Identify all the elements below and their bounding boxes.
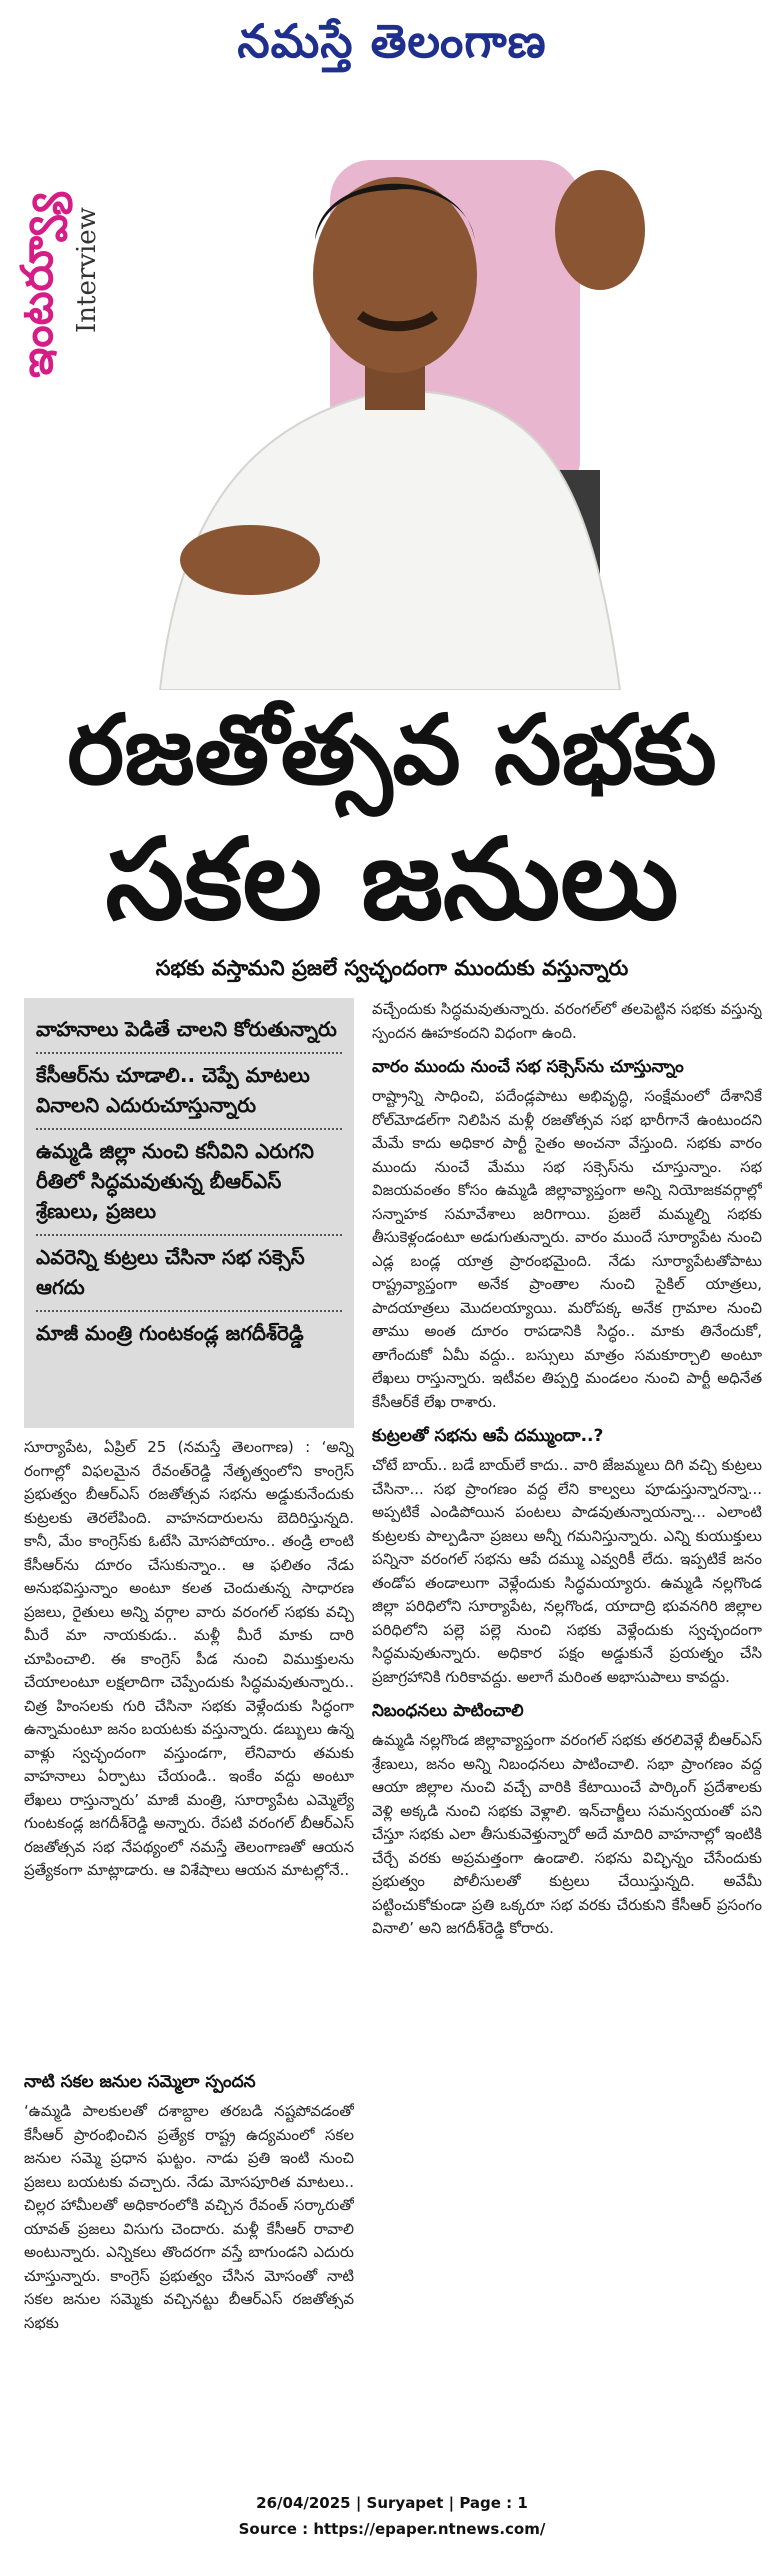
article-paragraph: రాష్ట్రాన్ని సాధించి, పదేండ్లపాటు అభివృద్ధి, సంక్షేమంలో దేశానికే రోల్‌మోడల్‌గా నిలిపిన మళ్లీ రజతోత్సవ సభ భారీగానే ఉంటుందని మేమే కాదు అధికార పార్టీ సైతం అంచనా వేస్తుంది. సభకు వారం ముందు నుంచే మేము సభ సక్సెస్‌ను చూస్తున్నాం. సభ విజయవంతం కోసం ఉమ్మడి జిల్లావ్యాప్తంగా అన్ని నియోజకవర్గాల్లో సన్నాహక సమావేశాలు జరిగాయి. ప్రజలే మమ్మల్ని సభకు తీసుకెళ్లండంటూ అడుగుతున్నారు. వారం ముందే సూర్యాపేట నుంచి ఎడ్ల బండ్ల యాత్ర ప్రారంభమైంది. నేడు సూర్యాపేటతోపాటు రాష్ట్రవ్యాప్తంగా అనేక ప్రాంతాల నుంచి సైకిల్ యాత్రలు, పాదయాత్రలు మొదలయ్యాయి. మరోపక్క అనేక గ్రామాల నుంచి తాము అంత దూరం రాపడానికి సిద్ధం.. మాకు తినేందుకో, తాగేందుకో ఏమీ వద్దు.. బస్సులు మాత్రం సమకూర్చాలి అంటూ లేఖలు రాస్తున్నారు. ఇటీవల తిప్పర్తి మండలం నుంచి పార్టీ అధినేత కేసీఆర్‌కే లేఖ రాశారు. (372, 1087, 762, 1411)
article-paragraph: ఉమ్మడి నల్లగొండ జిల్లావ్యాప్తంగా వరంగల్ సభకు తరలివెళ్లే బీఆర్‌ఎస్ శ్రేణులు, జనం అన్ని నిబంధనలు పాటించాలి. సభా ప్రాంగణం వద్ద ఆయా జిల్లాల నుంచి వచ్చే వారికి కేటాయించే పార్కింగ్ ప్రదేశాలకు వెళ్లి అక్కడి నుంచి సభకు వెళ్లాలి. ఇన్‌చార్జీలు సమన్వయంతో పని చేస్తూ సభకు ఎలా తీసుకువెళ్తున్నారో అదే మాదిరి వాహనాల్లో ఇంటికి చేర్చే వరకు అప్రమత్తంగా ఉండాలి. సభను విచ్ఛిన్నం చేసేందుకు ప్రభుత్వం పోలీసులతో కుట్రలు చేయిస్తున్నది. అవేమీ పట్టించుకోకుండా ప్రతి ఒక్కరూ సభ వరకు చేరుకుని కేసీఆర్ ప్రసంగం వినాలి’ అని జగదీశ్‌రెడ్డి కోరారు. (372, 1731, 762, 1937)
article-paragraph: ‘ఉమ్మడి పాలకులతో దశాబ్దాల తరబడి నష్టపోవడంతో కేసీఆర్ ప్రారంభించిన ప్రత్యేక రాష్ట్ర ఉద్యమంలో సకల జనుల సమ్మె ప్రధాన ఘట్టం. నాడు ప్రతి ఇంటి నుంచి ప్రజలు బయటకు వచ్చారు. నేడు మోసపూరిత మాటలు.. చిల్లర హామీలతో అధికారంలోకి వచ్చిన రేవంత్ సర్కారుతో యావత్ ప్రజలు విసుగు చెందారు. మళ్లీ కేసీఆర్ రావాలి అంటున్నారు. ఎన్నికలు తొందరగా వస్తే బాగుండని ఎదురు చూస్తున్నారు. కాంగ్రెస్ ప్రభుత్వం చేసిన మోసంతో నాటి సకల జనుల సమ్మెకు వచ్చినట్టు బీఆర్‌ఎస్ రజతోత్సవ సభకు (24, 2102, 354, 2332)
section-heading: కుట్రలతో సభను ఆపే దమ్ముందా..? (372, 1426, 604, 1446)
subheadline: సభకు వస్తామని ప్రజలే స్వచ్ఛందంగా ముందుకు వస్తున్నారు (155, 956, 629, 980)
footer-date-edition: 26/04/2025 | Suryapet | Page : 1 (256, 2494, 528, 2512)
face (313, 177, 477, 373)
article-column-left-top (24, 1436, 354, 2056)
highlight-item: ఎవరెన్ని కుట్రలు చేసినా సభ సక్సెస్ ఆగదు (36, 1236, 342, 1312)
highlight-item: కేసీఆర్‌ను చూడాలి.. చెప్పే మాటలు వినాలని ఎదురుచూస్తున్నారు (36, 1054, 342, 1130)
highlight-item: మాజీ మంత్రి గుంటకండ్ల జగదీశ్‌రెడ్డి (36, 1321, 304, 1345)
masthead-title: నమస్తే తెలంగాణ (237, 14, 547, 68)
article-column-left-bottom (24, 2060, 354, 2480)
page-footer (0, 2490, 784, 2550)
interviewee-photo (120, 90, 680, 690)
interview-tag (8, 150, 128, 420)
article-paragraph: చోటే బాయ్.. బడే బాయ్‌లే కాదు.. వారి జేజమ్మలు దిగి వచ్చి కుట్రలు చేసినా... సభ ప్రాంగణం వద్ద లేని కాల్వలు పూడుస్తున్నారన్నా... అప్పటికే ఎండిపోయిన పంటలు పాడవుతున్నాయన్నా... ఎలాంటి కుట్రలకు పాల్పడినా ప్రజలు అన్నీ గమనిస్తున్నారు. ఎన్ని కుయుక్తులు పన్నినా వరంగల్ సభను ఆపే దమ్ము ఎవ్వరికీ లేదు. ఇప్పటికే జనం తండోప తండాలుగా వెళ్లేందుకు సిద్ధమయ్యారు. ఉమ్మడి నల్లగొండ జిల్లా పరిధిలోని సూర్యాపేట, నల్లగొండ, యాదాద్రి భువనగిరి జిల్లాల పరిధిలోని పల్లె పల్లె నుంచి సభకు వెళ్లేందుకు స్వచ్ఛందంగా సిద్ధమవుతున్నారు. అధికార పక్షం అడ్డుకునే ప్రయత్నం చేసి ప్రజాగ్రహానికి గురికావద్దు. అలాగే మరింత అభాసుపాలు కావద్దు. (372, 1456, 762, 1686)
highlights-box (24, 998, 354, 1428)
highlight-item: వాహనాలు పెడితే చాలని కోరుతున్నారు (36, 1008, 342, 1054)
section-heading: నిబంధనలు పాటించాలి (372, 1701, 524, 1721)
footer-source: Source : https://epaper.ntnews.com/ (238, 2520, 546, 2538)
article-column-right (372, 998, 762, 2480)
section-heading: వారం ముందు నుంచే సభ సక్సెస్‌ను చూస్తున్నాం (372, 1057, 684, 1077)
headline-line-1: రజతోత్సవ సభకు (67, 694, 717, 806)
article-paragraph: సూర్యాపేట, ఏప్రిల్ 25 (నమస్తే తెలంగాణ) : ‘అన్ని రంగాల్లో విఫలమైన రేవంత్‌రెడ్డి నేతృత్వంలోని కాంగ్రెస్ ప్రభుత్వం బీఆర్‌ఎస్ రజతోత్సవ సభను అడ్డుకునేందుకు కుట్రలకు తెరలేపింది. వాహనదారులను బెదిరిస్తున్నది. కానీ, మేం కాంగ్రెస్‌కు ఓటేసి మోసపోయాం.. తండ్రి లాంటి కేసీఆర్‌ను దూరం చేసుకున్నాం.. ఆ ఫలితం నేడు అనుభవిస్తున్నాం అంటూ కలత చెందుతున్న సాధారణ ప్రజలు, రైతులు అన్ని వర్గాల వారు వరంగల్ సభకు వచ్చి మీరే మా నాయకుడు.. మళ్లీ మీరే మాకు దారి చూపించాలి. ఈ కాంగ్రెస్ పీడ నుంచి విముక్తులను చేయాలంటూ లక్షలాదిగా చెప్పేందుకు సిద్ధమవుతున్నారు.. చిత్ర హింసలకు గురి చేసినా సభకు వెళ్లేందుకు సిద్ధంగా ఉన్నామంటూ జనం బయటకు వస్తున్నారు. డబ్బులు ఉన్న వాళ్లు స్వచ్ఛందంగా వస్తుండగా, లేనివారు తమకు వాహనాలు ఏర్పాటు చేయండి.. ఇంకేం వద్దు అంటూ లేఖలు రాస్తున్నారు’ మాజీ మంత్రి, సూర్యాపేట ఎమ్మెల్యే గుంటకండ్ల జగదీశ్‌రెడ్డి అన్నారు. రేపటి వరంగల్ బీఆర్‌ఎస్ రజతోత్సవ సభ నేపథ్యంలో నమస్తే తెలంగాణతో ఆయన ప్రత్యేకంగా మాట్లాడారు. ఆ విశేషాలు ఆయన మాటల్లోనే.. (24, 1438, 354, 1879)
raised-hand (555, 170, 645, 290)
headline-line-2: సకల జనులు (105, 815, 679, 945)
interview-tag-telugu: ఇంటర్వ్యూ (12, 192, 63, 378)
article-paragraph: వచ్చేందుకు సిద్ధమవుతున్నారు. వరంగల్‌లో తలపెట్టిన సభకు వస్తున్న స్పందన ఊహకందని విధంగా ఉంది. (372, 1000, 762, 1042)
interview-tag-english: Interview (72, 207, 102, 333)
highlight-item: ఉమ్మడి జిల్లా నుంచి కనీవిని ఎరుగని రీతిలో సిద్ధమవుతున్న బీఆర్‌ఎస్ శ్రేణులు, ప్రజలు (36, 1130, 342, 1236)
lower-hand (180, 525, 320, 595)
section-heading: నాటి సకల జనుల సమ్మెలా స్పందన (24, 2072, 256, 2092)
